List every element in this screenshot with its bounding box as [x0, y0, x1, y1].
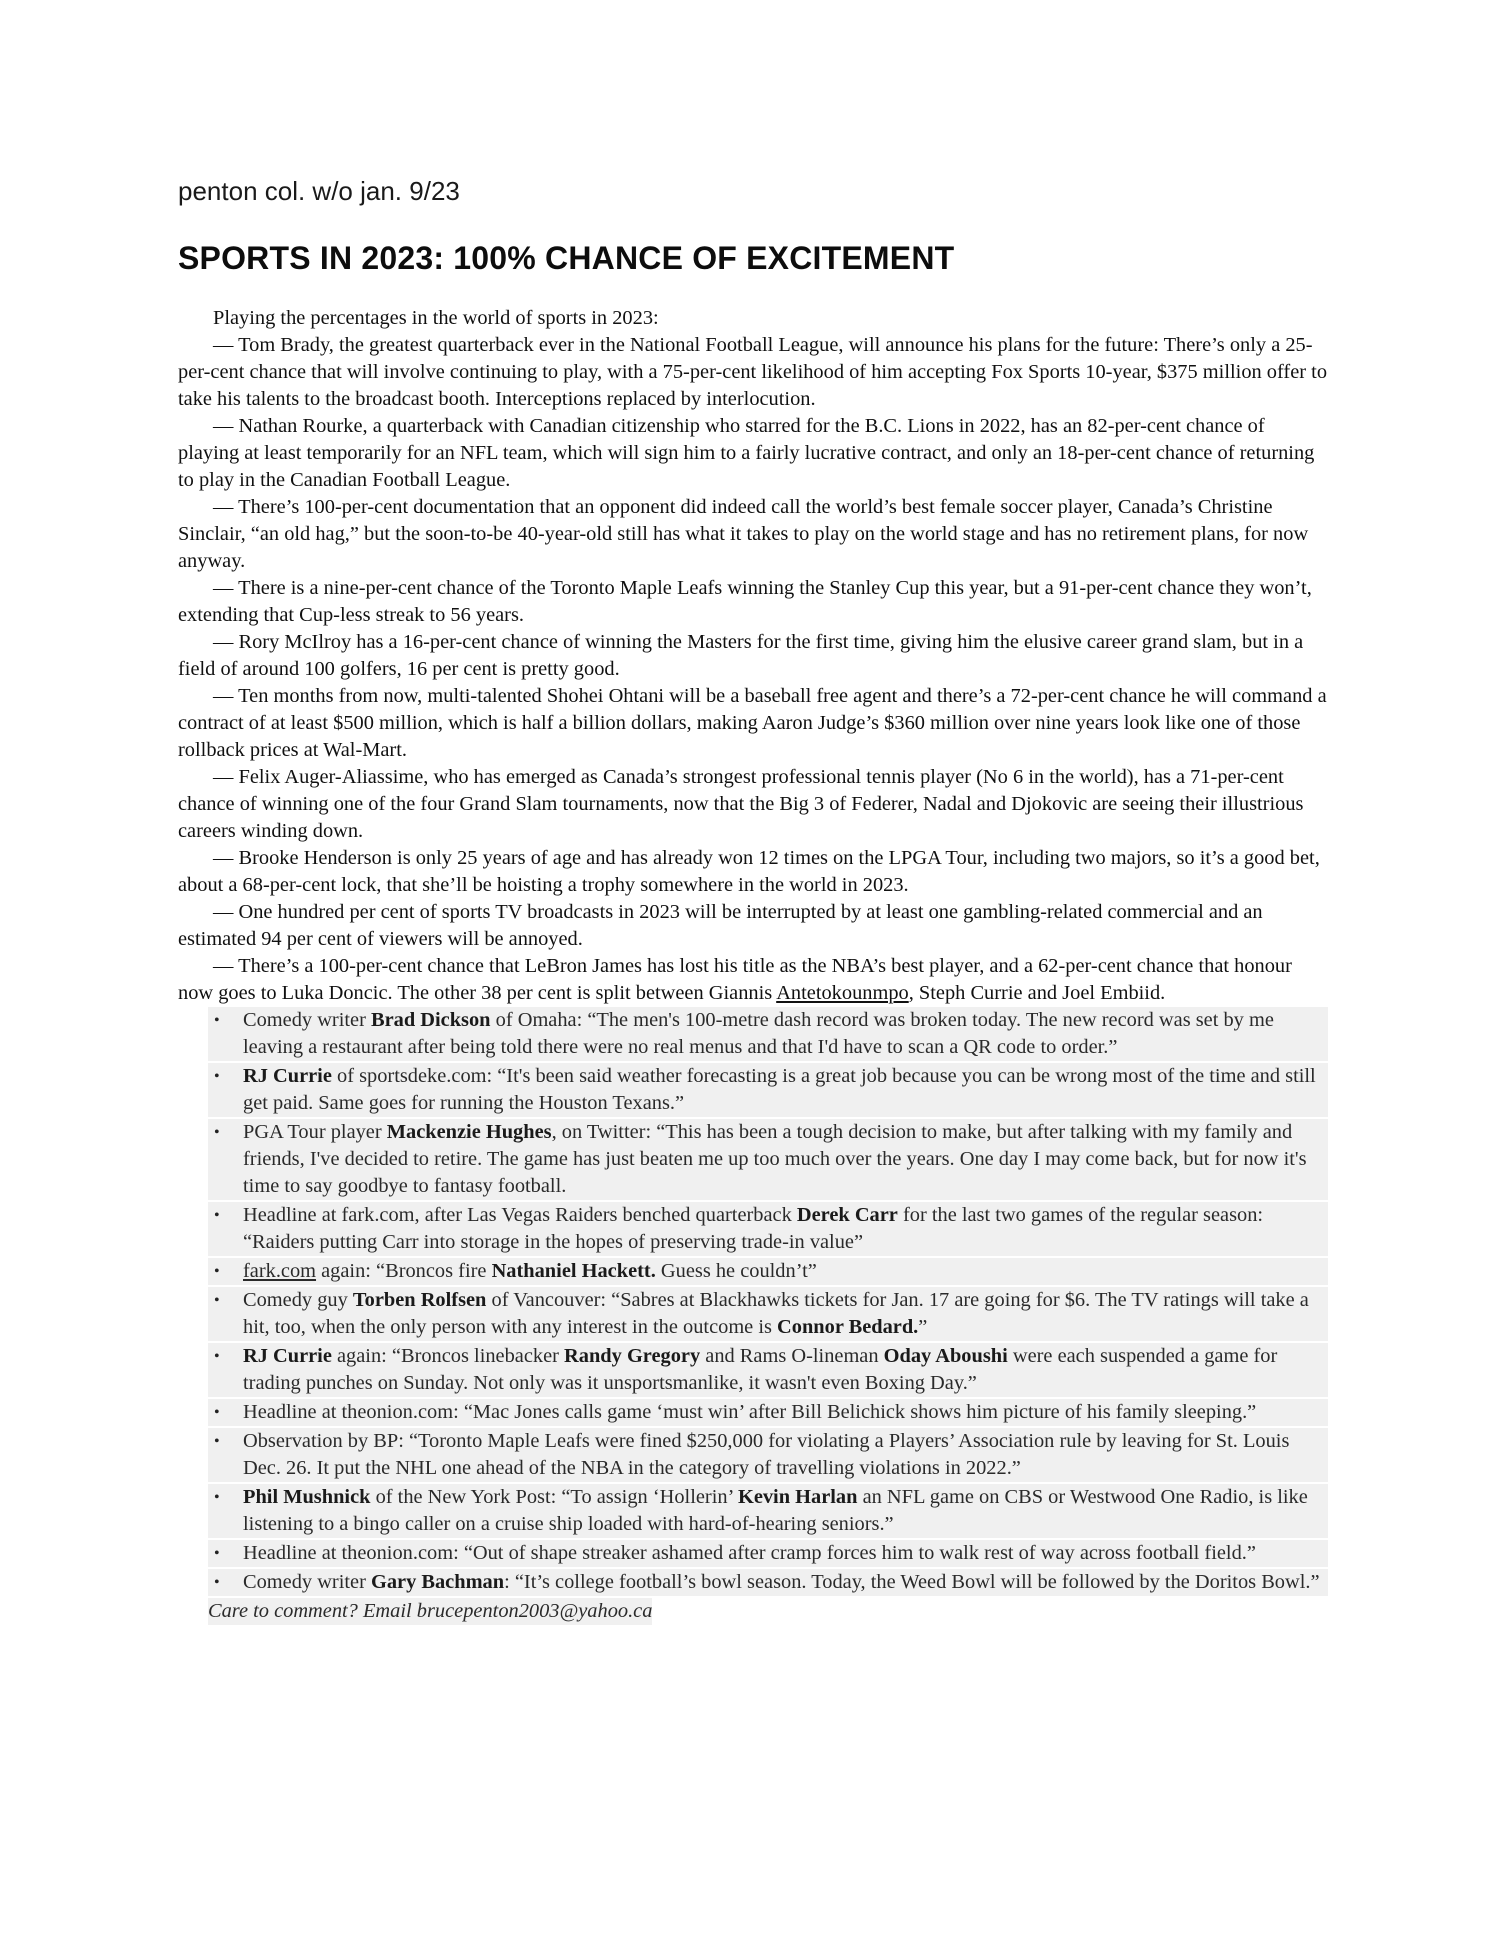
item-text: again: “Broncos fire: [316, 1260, 492, 1282]
item-bold-name: Gary Bachman: [370, 1571, 505, 1593]
list-item: [208, 1119, 1328, 1200]
bullet-icon: •: [214, 1404, 220, 1421]
list-item: [208, 1258, 1328, 1285]
headline: SPORTS IN 2023: 100% CHANCE OF EXCITEMENT: [178, 240, 955, 276]
bullet-icon: •: [214, 1489, 220, 1506]
item-text: Headline at theonion.com: “Mac Jones calls game ‘must win’ after Bill Belichick shows him picture of his family sleeping.”: [243, 1401, 1257, 1423]
paragraph: — Rory McIlroy has a 16-per-cent chance of winning the Masters for the first time, giving him the elusive career grand slam, but in a field of around 100 golfers, 16 per cent is pretty good.: [178, 631, 1304, 680]
list-item: [208, 1540, 1328, 1567]
paragraph: — Nathan Rourke, a quarterback with Canadian citizenship who starred for the B.C. Lions in 2022, has an 82-per-cent chance of playing at least temporarily for an NFL team, which will sign him to a fairly lucrative contract, and only an 18-per-cent chance of returning to play in the Canadian Football League.: [178, 415, 1315, 491]
item-text: Comedy writer: [243, 1571, 371, 1593]
item-text: for the last two games of the regular season: “Raiders putting Carr into storage in the hopes of preserving trade-in value”: [243, 1204, 1264, 1253]
item-text: ”: [918, 1316, 928, 1338]
bullet-icon: •: [214, 1012, 220, 1029]
item-text: Observation by BP: “Toronto Maple Leafs were fined $250,000 for violating a Players’ Association rule by leaving for St. Louis Dec. 26. It put the NHL one ahead of the NBA in the category of travelling violations in 2022.”: [243, 1430, 1290, 1479]
item-text: Comedy writer: [243, 1009, 371, 1031]
item-text: were each suspended a game for trading punches on Sunday. Not only was it unsportsmanlike, it wasn't even Boxing Day.”: [243, 1345, 1278, 1394]
bullet-icon: •: [214, 1263, 220, 1280]
item-bold-name: Nathaniel Hackett.: [491, 1260, 656, 1282]
item-bold-name: RJ Currie: [243, 1345, 332, 1367]
underlined-name: Antetokounmpo: [776, 982, 909, 1004]
bullet-icon: •: [214, 1124, 220, 1141]
item-text: again: “Broncos linebacker: [331, 1345, 565, 1367]
fark-link[interactable]: fark.com: [243, 1260, 317, 1282]
paragraph: — One hundred per cent of sports TV broadcasts in 2023 will be interrupted by at least one gambling-related commercial and an estimated 94 per cent of viewers will be annoyed.: [178, 901, 1263, 950]
item-text: and Rams O-lineman: [700, 1345, 884, 1367]
paragraph: — Ten months from now, multi-talented Shohei Ohtani will be a baseball free agent and there’s a 72-per-cent chance he will command a contract of at least $500 million, which is half a billion dollars, making Aaron Judge’s $360 million over nine years look like one of those rollback prices at Wal-Mart.: [178, 685, 1327, 761]
bullet-icon: •: [214, 1207, 220, 1224]
item-bold-name: Kevin Harlan: [737, 1486, 858, 1508]
item-bold-name: Randy Gregory: [564, 1345, 701, 1367]
paragraph-text: — There’s a 100-per-cent chance that LeBron James has lost his title as the NBA’s best player, and a 62-per-cent chance that honour now goes to Luka Doncic. The other 38 per cent is split between Giannis: [178, 955, 1292, 1004]
header-note: penton col. w/o jan. 9/23: [178, 176, 460, 206]
list-item: [208, 1343, 1328, 1397]
paragraph: — There is a nine-per-cent chance of the Toronto Maple Leafs winning the Stanley Cup this year, but a 91-per-cent chance they won’t, extending that Cup-less streak to 56 years.: [178, 577, 1312, 626]
comment-footer: Care to comment? Email brucepenton2003@yahoo.ca: [208, 1598, 652, 1625]
list-item: [208, 1287, 1328, 1341]
list-item: [208, 1399, 1328, 1426]
item-text: Guess he couldn’t”: [655, 1260, 817, 1282]
bullet-icon: •: [214, 1433, 220, 1450]
list-item: [208, 1484, 1328, 1538]
item-bold-name: Brad Dickson: [370, 1009, 491, 1031]
item-text: : “It’s college football’s bowl season. Today, the Weed Bowl will be followed by the Doritos Bowl.”: [504, 1571, 1320, 1593]
bullet-icon: •: [214, 1292, 220, 1309]
paragraph: — Brooke Henderson is only 25 years of age and has already won 12 times on the LPGA Tour, including two majors, so it’s a good bet, about a 68-per-cent lock, that she’ll be hoisting a trophy somewhere in the world in 2023.: [178, 847, 1320, 896]
item-text: , on Twitter: “This has been a tough decision to make, but after talking with my family and friends, I've decided to retire. The game has just beaten me up too much over the years. One day I may come back, but for now it's time to say goodbye to fantasy football.: [243, 1121, 1307, 1197]
item-text: of sportsdeke.com: “It's been said weather forecasting is a great job because you can be wrong most of the time and still get paid. Same goes for running the Houston Texans.”: [243, 1065, 1316, 1114]
item-text: of Vancouver: “Sabres at Blackhawks tickets for Jan. 17 are going for $6. The TV ratings will take a hit, too, when the only person with any interest in the outcome is: [243, 1289, 1309, 1338]
item-bold-name: Derek Carr: [796, 1204, 898, 1226]
item-bold-name: Torben Rolfsen: [352, 1289, 487, 1311]
paragraph-lebron: [178, 953, 1328, 1007]
item-text: Headline at fark.com, after Las Vegas Raiders benched quarterback: [243, 1204, 797, 1226]
item-bold-name: Mackenzie Hughes: [386, 1121, 552, 1143]
item-bold-name: Oday Aboushi: [883, 1345, 1008, 1367]
article-body: [178, 305, 1328, 1625]
bullet-icon: •: [214, 1574, 220, 1591]
list-item: [208, 1063, 1328, 1117]
list-item: [208, 1202, 1328, 1256]
paragraph: Playing the percentages in the world of sports in 2023:: [213, 307, 659, 329]
item-text: of Omaha: “The men's 100-metre dash record was broken today. The new record was set by me leaving a restaurant after being told there were no real menus and that I'd have to scan a QR code to order.”: [243, 1009, 1274, 1058]
paragraph: — Felix Auger-Aliassime, who has emerged as Canada’s strongest professional tennis player (No 6 in the world), has a 71-per-cent chance of winning one of the four Grand Slam tournaments, now that the Big 3 of Federer, Nadal and Djokovic are seeing their illustrious careers winding down.: [178, 766, 1304, 842]
bullet-icon: •: [214, 1068, 220, 1085]
item-bold-name: Phil Mushnick: [243, 1486, 371, 1508]
list-item: [208, 1007, 1328, 1061]
item-text: PGA Tour player: [243, 1121, 387, 1143]
item-bold-name: RJ Currie: [243, 1065, 332, 1087]
item-text: of the New York Post: “To assign ‘Hollerin’: [370, 1486, 738, 1508]
paragraph: — Tom Brady, the greatest quarterback ever in the National Football League, will announce his plans for the future: There’s only a 25-per-cent chance that will involve continuing to play, with a 75-per-cent likelihood of him accepting Fox Sports 10-year, $375 million offer to take his talents to the broadcast booth. Interceptions replaced by interlocution.: [178, 334, 1328, 410]
item-text: Headline at theonion.com: “Out of shape streaker ashamed after cramp forces him to walk rest of way across football field.”: [243, 1542, 1256, 1564]
quotes-list: [178, 1007, 1328, 1596]
bullet-icon: •: [214, 1545, 220, 1562]
item-text: Comedy guy: [243, 1289, 353, 1311]
item-bold-name: Connor Bedard.: [777, 1316, 919, 1338]
paragraph: — There’s 100-per-cent documentation that an opponent did indeed call the world’s best female soccer player, Canada’s Christine Sinclair, “an old hag,” but the soon-to-be 40-year-old still has what it takes to play on the world stage and has no retirement plans, for now anyway.: [178, 496, 1309, 572]
paragraph-text: , Steph Currie and Joel Embiid.: [908, 982, 1166, 1004]
list-item: [208, 1428, 1328, 1482]
bullet-icon: •: [214, 1348, 220, 1365]
item-text: an NFL game on CBS or Westwood One Radio, is like listening to a bingo caller on a cruise ship loaded with hard-of-hearing seniors.”: [243, 1486, 1308, 1535]
list-item: [208, 1569, 1328, 1596]
